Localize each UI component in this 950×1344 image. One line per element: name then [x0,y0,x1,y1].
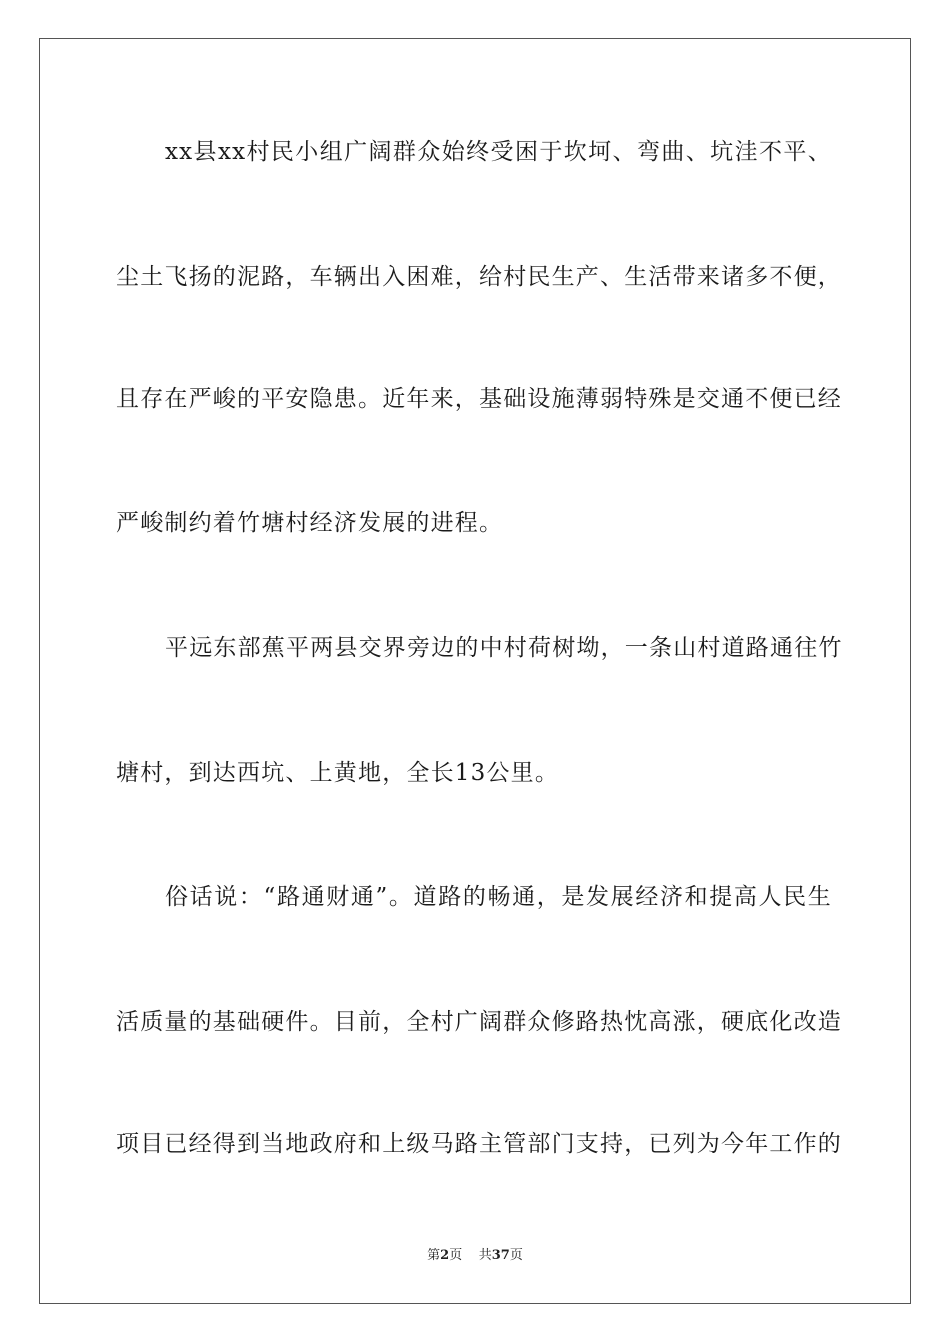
footer-page-suffix: 页 [449,1248,463,1263]
footer-total-suffix: 页 [509,1248,523,1263]
paragraph-2-line-2: 塘村，到达西坑、上黄地，全长13公里。 [116,760,560,786]
paragraph-1-line-4: 严峻制约着竹塘村经济发展的进程。 [116,510,504,536]
paragraph-3-line-1: 俗话说：“路通财通”。道路的畅通，是发展经济和提高人民生 [165,884,832,910]
paragraph-2-line-1: 平远东部蕉平两县交界旁边的中村荷树坳，一条山村道路通往竹 [165,635,843,661]
page-border [39,38,911,1304]
footer-total-prefix: 共 [478,1248,492,1263]
paragraph-3-line-2: 活质量的基础硬件。目前，全村广阔群众修路热忱高涨，硬底化改造 [116,1009,842,1035]
paragraph-1-line-2: 尘土飞扬的泥路，车辆出入困难，给村民生产、生活带来诸多不便， [116,264,842,290]
paragraph-3-line-3: 项目已经得到当地政府和上级马路主管部门支持，已列为今年工作的 [116,1131,842,1157]
paragraph-1-line-1: xx县xx村民小组广阔群众始终受困于坎坷、弯曲、坑洼不平、 [165,139,832,165]
footer-total-pages: 37 [491,1248,510,1263]
paragraph-1-line-3: 且存在严峻的平安隐患。近年来，基础设施薄弱特殊是交通不便已经 [116,386,842,412]
footer-page-number: 2 [440,1248,450,1263]
page-footer [0,1247,950,1265]
footer-page-prefix: 第 [427,1248,441,1263]
